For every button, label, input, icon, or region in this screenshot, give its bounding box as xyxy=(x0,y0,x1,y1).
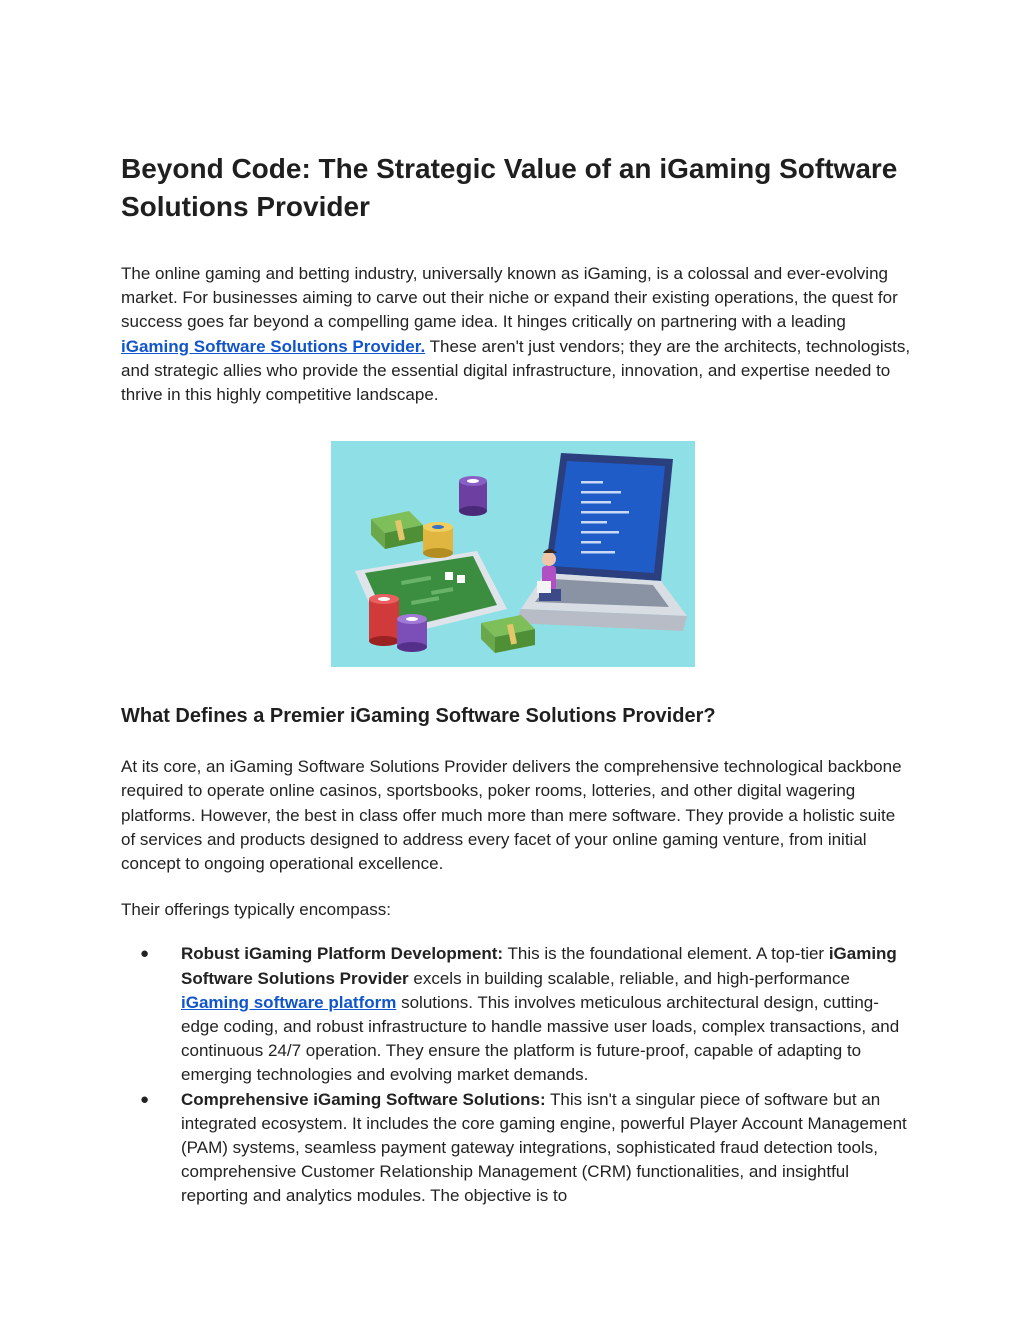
igaming-provider-link[interactable]: iGaming Software Solutions Provider xyxy=(121,336,421,356)
bullet-icon: ● xyxy=(140,945,150,963)
list-item-bold-text: iGaming Software Solutions Provider xyxy=(181,944,897,988)
section-heading: What Defines a Premier iGaming Software Solutions Provider? xyxy=(121,705,716,728)
document-page xyxy=(121,150,911,1209)
list-item-title: Robust iGaming Platform Development: xyxy=(181,944,504,964)
igaming-platform-link[interactable]: iGaming software platform xyxy=(181,992,397,1012)
offerings-list xyxy=(121,942,911,1208)
list-item-text: solutions. This involves meticulous architectural design, cutting-edge coding, and robust infrastructure to handle massive user loads, complex transactions, and continuous 24/7 operation. They ensure the platform is future-proof, capable of adapting to emerging technologies and evolving market demands. xyxy=(181,992,900,1085)
offerings-intro: Their offerings typically encompass: xyxy=(121,900,391,920)
igaming-provider-link-period[interactable]: . xyxy=(420,336,426,356)
intro-paragraph xyxy=(121,262,911,407)
list-item-title: Comprehensive iGaming Software Solutions: xyxy=(181,1089,546,1109)
illustration-svg xyxy=(331,441,695,667)
illustration-image xyxy=(331,441,695,667)
bullet-icon: ● xyxy=(140,1090,150,1108)
intro-text-after-link: These aren't just vendors; they are the architects, technologists, and strategic allies who provide the essential digital infrastructure, innovation, and expertise needed to thrive in this highly competitive landscape. xyxy=(121,336,911,405)
list-item xyxy=(121,942,911,1087)
list-item-text: excels in building scalable, reliable, and high-performance xyxy=(408,968,850,988)
section-paragraph: At its core, an iGaming Software Solutions Provider delivers the comprehensive technological backbone required to operate online casinos, sportsbooks, poker rooms, lotteries, and other digital wagering platforms. However, the best in class offer much more than mere software. They provide a holistic suite of services and products designed to address every facet of your online gaming venture, from initial concept to ongoing operational excellence. xyxy=(121,757,902,874)
list-item-text: This isn't a singular piece of software but an integrated ecosystem. It includes the core gaming engine, powerful Player Account Management (PAM) systems, seamless payment gateway integrations, sophisticated fraud detection tools, comprehensive Customer Relationship Management (CRM) functionalities, and insightful reporting and analytics modules. The objective is to xyxy=(181,1089,907,1206)
list-item xyxy=(121,1088,911,1209)
intro-text-before-link: The online gaming and betting industry, universally known as iGaming, is a colossal and ever-evolving market. For businesses aiming to carve out their niche or expand their existing operations, the quest for success goes far beyond a compelling game idea. It hinges critically on partnering with a leading xyxy=(121,264,898,332)
page-title: Beyond Code: The Strategic Value of an iGaming Software Solutions Provider xyxy=(121,153,898,222)
list-item-text: This is the foundational element. A top-tier xyxy=(503,944,829,964)
